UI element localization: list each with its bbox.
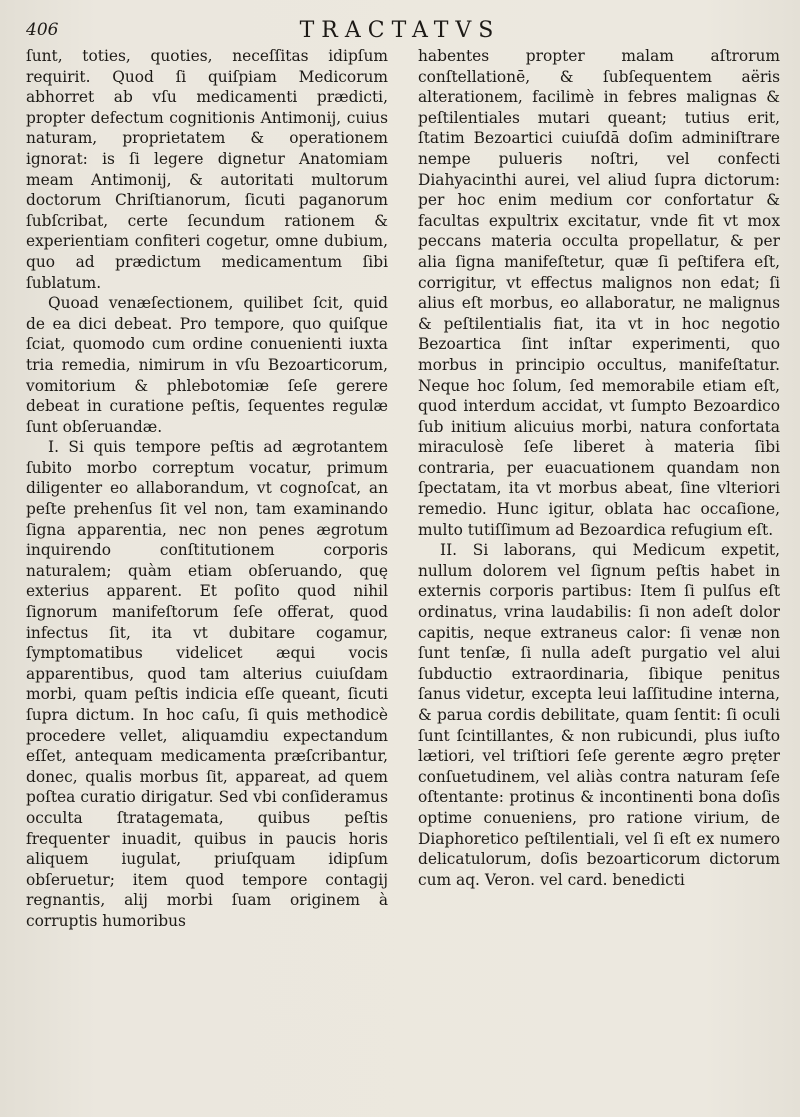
paragraph: II. Si laborans, qui Medicum expetit, nullum dolorem vel ſignum peſtis habet in externis corporis partibus: Item ſi pulſus eſt ordinatus, vrina laudabilis: ſi non adeſt dolor capitis, neque extraneus calor: ſi venæ non ſunt tenſæ, ſi nulla adeſt purgatio vel alui ſubductio extraordinaria, ſibique penitus ſanus videtur, excepta leui laſſitudine interna, & parua cordis debilitate, quam ſentit: ſi oculi ſunt ſcintillantes, & non rubicundi, plus iuſto lætiori, vel triſtiori ſeſe gerente ægro pręter conſuetudinem, vel aliàs contra naturam ſeſe oſtentante: protinus & incontinenti bona doſis optime conueniens, pro ratione virium, de Diaphoretico peſtilentiali, vel ſi eſt ex numero delicatulorum, doſis bezoarticorum dictorum cum aq. Veron. vel card. benedicti: [418, 541, 780, 889]
paragraph: Quoad venæſectionem, quilibet ſcit, quid de ea dici debeat. Pro tempore, quo quiſque ſciat, quomodo cum ordine conuenienti iuxta tria remedia, nimirum in vſu Bezoarticorum, vomitorium & phlebotomiæ ſeſe gerere debeat in curatione peſtis, ſequentes regulæ ſunt obſeruandæ.: [26, 294, 388, 436]
running-head: TRACTATVS: [299, 18, 501, 43]
left-column: [26, 46, 388, 932]
right-column: [418, 46, 780, 890]
page-header: [0, 18, 800, 48]
page-number: 406: [26, 20, 59, 40]
paragraph: ſunt, toties, quoties, neceſſitas idipſum requirit. Quod ſi quiſpiam Medicorum abhorret ab vſu medicamenti prædicti, propter defectum cognitionis Antimonij, cuius naturam, proprietatem & operationem ignorat: is ſi legere dignetur Anatomiam meam Antimonij, & autoritati multorum doctorum Chriſtianorum, ſicuti paganorum ſubſcribat, certe ſecundum rationem & experientiam confiteri cogetur, omne dubium, quo ad prædictum medicamentum ſibi ſublatum.: [26, 47, 388, 292]
paragraph: I. Si quis tempore peſtis ad ægrotantem ſubito morbo correptum vocatur, primum diligenter eo allaborandum, vt cognoſcat, an peſte prehenſus ſit vel non, tam examinando ſigna apparentia, nec non penes ægrotum inquirendo conſtitutionem corporis naturalem; quàm etiam obſeruando, quę exterius apparent. Et poſito quod nihil ſignorum manifeſtorum ſeſe offerat, quod infectus ſit, ita vt dubitare cogamur, ſymptomatibus videlicet æqui vocis apparentibus, quod tam alterius cuiuſdam morbi, quam peſtis indicia eſſe queant, ſicuti ſupra dictum. In hoc caſu, ſi quis methodicè procedere vellet, aliquamdiu expectandum eſſet, antequam medicamenta præſcribantur, donec, qualis morbus ſit, appareat, ad quem poſtea curatio dirigatur. Sed vbi conſideramus occulta ſtratagemata, quibus peſtis frequenter inuadit, quibus in paucis horis aliquem iugulat, priuſquam idipſum obſeruetur; item quod tempore contagij regnantis, alij morbi ſuam originem à corruptis humoribus: [26, 438, 388, 930]
paragraph: habentes propter malam aſtrorum conſtellationē, & ſubſequentem aëris alterationem, facilimè in febres malignas & peſtilentiales mutari queant; tutius erit, ſtatim Bezoartici cuiuſdā doſim adminiſtrare nempe pulueris noſtri, vel confecti Diahyacinthi aurei, vel aliud ſupra dictorum: per hoc enim medium cor confortatur & facultas expultrix excitatur, vnde fit vt mox peccans materia occulta propellatur, & per alia ſigna manifeſtetur, quæ ſi peſtifera eſt, corrigitur, vt effectus malignos non edat; ſi alius eſt morbus, eo allaboratur, ne malignus & peſtilentialis fiat, ita vt in hoc negotio Bezoartica ſint inſtar experimenti, quo morbus in principio occultus, manifeſtatur. Neque hoc ſolum, ſed memorabile etiam eſt, quod interdum accidat, vt ſumpto Bezoardico ſub initium alicuius morbi, natura confortata miraculosè ſeſe liberet à materia ſibi contraria, per euacuationem quandam non ſpectatam, ita vt morbus abeat, ſine vlteriori remedio. Hunc igitur, oblata hac occaſione, multo tutiſſimum ad Bezoardica refugium eſt.: [418, 47, 780, 539]
